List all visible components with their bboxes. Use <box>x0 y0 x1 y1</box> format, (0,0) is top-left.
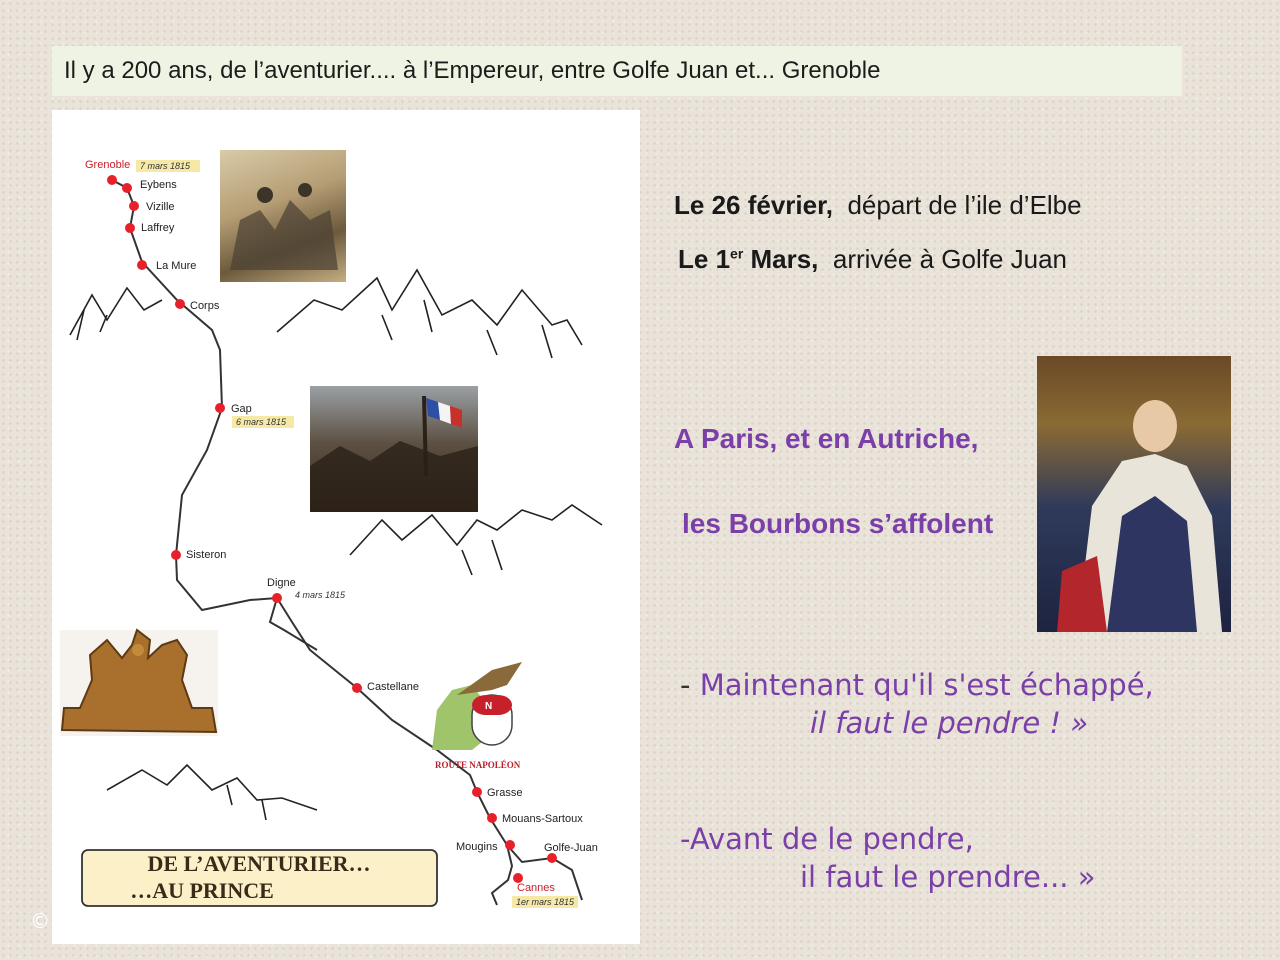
slide-title: Il y a 200 ans, de l’aventurier.... à l’Empereur, entre Golfe Juan et... Grenoble <box>64 57 881 84</box>
date-cannes: 1er mars 1815 <box>516 897 575 907</box>
arrival-date-b: Mars, <box>743 244 819 274</box>
town-grasse: Grasse <box>487 787 523 799</box>
copyright-mark: © <box>30 909 50 933</box>
town-laffrey: Laffrey <box>141 222 175 234</box>
quote-2-line-2: il faut le prendre... » <box>800 860 1096 894</box>
town-digne: Digne <box>267 577 296 589</box>
milestone-mark: N <box>485 701 493 712</box>
town-castellane: Castellane <box>367 681 419 693</box>
town-cannes: Cannes <box>517 882 555 894</box>
bronze-eagle-icon <box>60 630 218 736</box>
departure-text: départ de l’ile d’Elbe <box>847 190 1082 220</box>
banner-line-1: DE L’AVENTURIER… <box>147 851 371 876</box>
date-grenoble: 7 mars 1815 <box>140 161 191 171</box>
quote-1-dash: - <box>680 668 691 702</box>
town-la-mure: La Mure <box>156 260 197 272</box>
mountain-sketches <box>70 270 602 820</box>
arrival-date-a: Le 1 <box>678 244 731 274</box>
town-golfe-juan: Golfe-Juan <box>544 842 598 854</box>
quote-1-line-1 <box>680 668 1154 702</box>
arrival-text: arrivée à Golfe Juan <box>832 244 1068 274</box>
town-gap: Gap <box>231 403 252 415</box>
quote-1-text: Maintenant qu'il s'est échappé, <box>699 668 1154 702</box>
bourbons-line: les Bourbons s’affolent <box>682 508 994 539</box>
quote-1-line-2: il faut le pendre ! » <box>810 706 1089 740</box>
painting-napoleon-flag-scene <box>310 386 478 512</box>
route-map-drawing <box>30 110 640 944</box>
quote-2-line-1: -Avant de le pendre, <box>680 822 974 856</box>
painting-cavalry-scene <box>220 150 346 282</box>
arrival-date-sup: er <box>730 245 744 262</box>
town-mouans-sartoux: Mouans-Sartoux <box>502 813 583 825</box>
departure-date: Le 26 février, <box>674 190 833 220</box>
town-sisteron: Sisteron <box>186 549 227 561</box>
paris-austria-line: A Paris, et en Autriche, <box>674 423 979 454</box>
date-digne: 4 mars 1815 <box>295 590 346 600</box>
aventurier-banner <box>82 850 437 906</box>
route-napoleon-milestone <box>432 662 522 770</box>
departure-line <box>674 190 1082 221</box>
route-map <box>30 110 640 944</box>
town-eybens: Eybens <box>140 179 177 191</box>
town-vizille: Vizille <box>146 201 175 213</box>
portrait-louis-xviii <box>1037 356 1231 632</box>
title-band <box>52 46 1182 96</box>
arrival-line <box>678 244 1067 275</box>
napoleon-route-line <box>112 180 512 905</box>
route-napoleon-label: ROUTE NAPOLÉON <box>435 760 521 770</box>
town-mougins: Mougins <box>456 841 498 853</box>
town-corps: Corps <box>190 300 220 312</box>
date-gap: 6 mars 1815 <box>236 417 287 427</box>
banner-line-2: …AU PRINCE <box>130 878 274 903</box>
town-grenoble: Grenoble <box>85 159 131 171</box>
